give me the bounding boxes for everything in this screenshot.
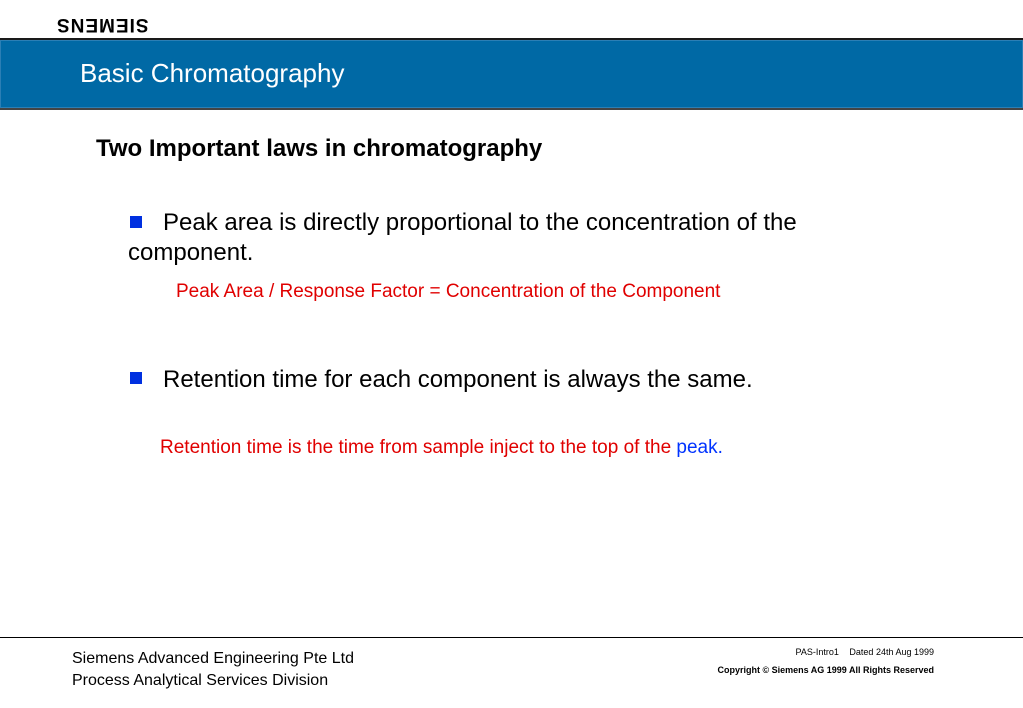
footer-doc-id: PAS-Intro1: [795, 647, 839, 657]
footer-doc-info: [796, 646, 934, 658]
bullet-square-icon: [130, 372, 142, 384]
siemens-logo: SIEMENS: [56, 14, 149, 35]
footer-company: [72, 648, 354, 692]
point-2-note: [160, 436, 723, 460]
point-2-note-highlight: peak.: [676, 437, 723, 458]
footer-company-line-2: Process Analytical Services Division: [72, 672, 329, 689]
footer-company-line-1: Siemens Advanced Engineering Pte Ltd: [72, 650, 354, 667]
section-heading: Two Important laws in chromatography: [96, 135, 543, 162]
point-2-note-text: Retention time is the time from sample inject to the top of the: [160, 437, 672, 458]
title-bar-shadow: [0, 108, 1023, 110]
page-title: Basic Chromatography: [80, 58, 345, 88]
footer-date: Dated 24th Aug 1999: [849, 647, 934, 657]
point-1-line-2: component.: [128, 239, 254, 266]
footer-divider: [0, 637, 1023, 638]
point-1-line-1: Peak area is directly proportional to the concentration of the: [163, 209, 797, 236]
footer-copyright: Copyright © Siemens AG 1999 All Rights Reserved: [717, 665, 934, 675]
bullet-square-icon: [130, 216, 142, 228]
point-1-note: Peak Area / Response Factor = Concentration of the Component: [176, 281, 721, 302]
point-2-line-1: Retention time for each component is always the same.: [163, 366, 753, 393]
